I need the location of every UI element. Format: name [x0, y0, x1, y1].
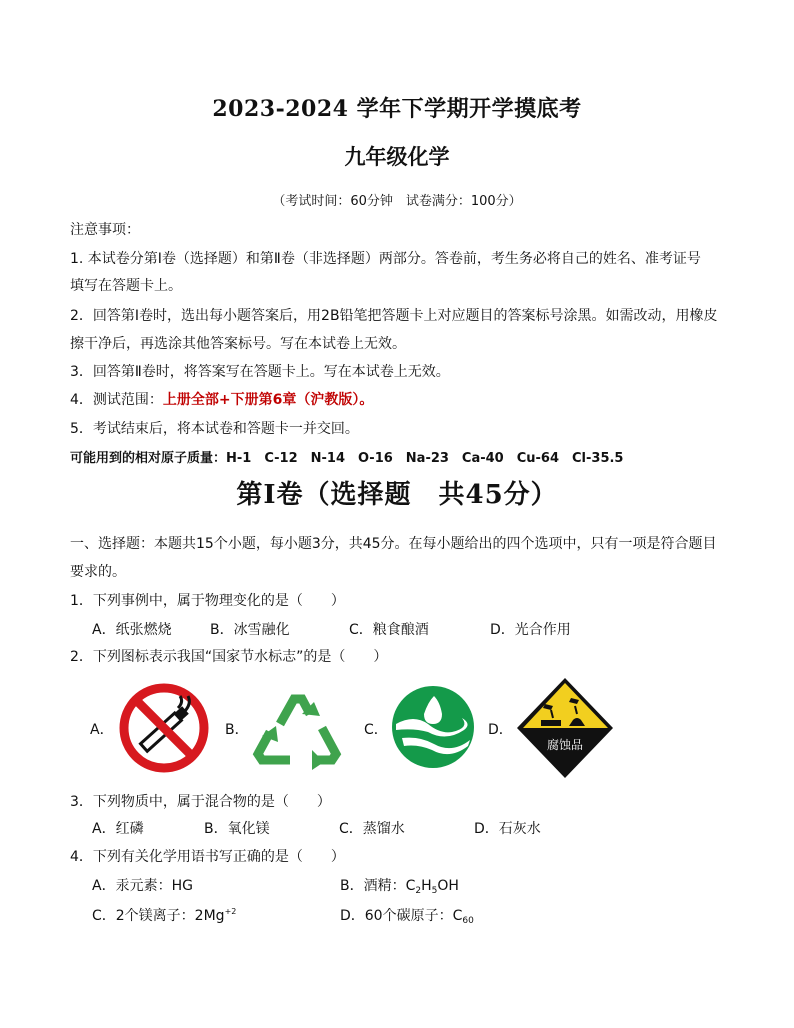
no-smoking-sign-icon[interactable] — [118, 682, 210, 774]
note-4-suffix: 。 — [359, 392, 374, 408]
note-2-line-2: 擦干净后，再选涂其他答案标号。写在本试卷上无效。 — [70, 336, 406, 352]
formula-oh: OH — [437, 878, 459, 894]
carbon-subscript: 60 — [462, 916, 474, 926]
exam-info: （考试时间：60分钟 试卷满分：100分） — [272, 194, 522, 209]
question-2-option-d[interactable]: D． — [488, 722, 513, 738]
question-3-option-d[interactable]: D．石灰水 — [474, 821, 541, 837]
water-saving-emblem-icon[interactable] — [390, 684, 476, 770]
formula-sub-2: 5 — [431, 886, 438, 896]
question-3-option-a[interactable]: A．红磷 — [92, 821, 144, 837]
note-4-prefix: 4．测试范围： — [70, 392, 163, 408]
question-2-option-b[interactable]: B． — [225, 722, 249, 738]
question-4-option-a[interactable]: A．汞元素：HG — [92, 878, 193, 894]
note-1-line-2: 填写在答题卡上。 — [70, 278, 182, 294]
atomic-masses: 可能用到的相对原子质量：H-1 C-12 N-14 O-16 Na-23 Ca-40 Cu-64 Cl-35.5 — [70, 451, 624, 466]
option-d-prefix: D．60个碳原子：C — [340, 908, 463, 924]
question-3-option-c[interactable]: C．蒸馏水 — [339, 821, 405, 837]
note-5: 5．考试结束后，将本试卷和答题卡一并交回。 — [70, 421, 359, 437]
corrosive-hazard-sign-icon[interactable] — [515, 676, 615, 780]
recycle-icon[interactable] — [250, 684, 346, 770]
question-1-option-b[interactable]: B．冰雪融化 — [210, 622, 290, 638]
question-4-option-d[interactable] — [340, 905, 474, 926]
formula-c: C — [405, 878, 416, 894]
note-4 — [70, 389, 373, 409]
question-4-option-c[interactable] — [92, 905, 236, 925]
section-instruction-line-2: 要求的。 — [70, 564, 126, 580]
option-b-prefix: B．酒精： — [340, 878, 406, 894]
note-3: 3．回答第Ⅱ卷时，将答案写在答题卡上。写在本试卷上无效。 — [70, 364, 450, 380]
question-2-option-a[interactable]: A． — [90, 722, 114, 738]
question-1-option-a[interactable]: A．纸张燃烧 — [92, 622, 172, 638]
note-1-line-1: 1. 本试卷分第Ⅰ卷（选择题）和第Ⅱ卷（非选择题）两部分。答卷前，考生务必将自己的姓名、准考证号 — [70, 251, 701, 267]
question-1-option-c[interactable]: C．粮食酿酒 — [349, 622, 429, 638]
question-2-option-c[interactable]: C． — [364, 722, 388, 738]
section-instruction-line-1: 一、选择题：本题共15个小题，每小题3分，共45分。在每小题给出的四个选项中，只有一项是符合题目 — [70, 536, 717, 552]
exam-subject: 九年级化学 — [344, 144, 450, 169]
note-4-scope: 上册全部+下册第6章（沪教版） — [162, 392, 360, 408]
option-c-prefix: C．2个镁离子：2Mg — [92, 908, 225, 924]
corrosive-label: 腐蚀品 — [546, 738, 584, 752]
question-2-stem: 2．下列图标表示我国“国家节水标志”的是（ ） — [70, 649, 388, 665]
formula-sub-1: 2 — [415, 886, 422, 896]
question-3-stem: 3．下列物质中，属于混合物的是（ ） — [70, 794, 331, 810]
question-4-option-b[interactable] — [340, 875, 459, 896]
section-title: 第Ⅰ卷（选择题 共45分） — [236, 480, 558, 510]
question-1-stem: 1．下列事例中，属于物理变化的是（ ） — [70, 593, 345, 609]
question-4-stem: 4．下列有关化学用语书写正确的是（ ） — [70, 849, 345, 865]
question-1-option-d[interactable]: D．光合作用 — [490, 622, 571, 638]
ion-charge: +2 — [224, 907, 237, 916]
note-2-line-1: 2．回答第Ⅰ卷时，选出每小题答案后，用2B铅笔把答题卡上对应题目的答案标号涂黑。如需改动，用橡皮 — [70, 308, 718, 324]
question-3-option-b[interactable]: B．氧化镁 — [204, 821, 270, 837]
notes-heading: 注意事项： — [70, 222, 140, 238]
formula-h: H — [421, 878, 432, 894]
exam-title: 2023-2024 学年下学期开学摸底考 — [212, 96, 582, 122]
